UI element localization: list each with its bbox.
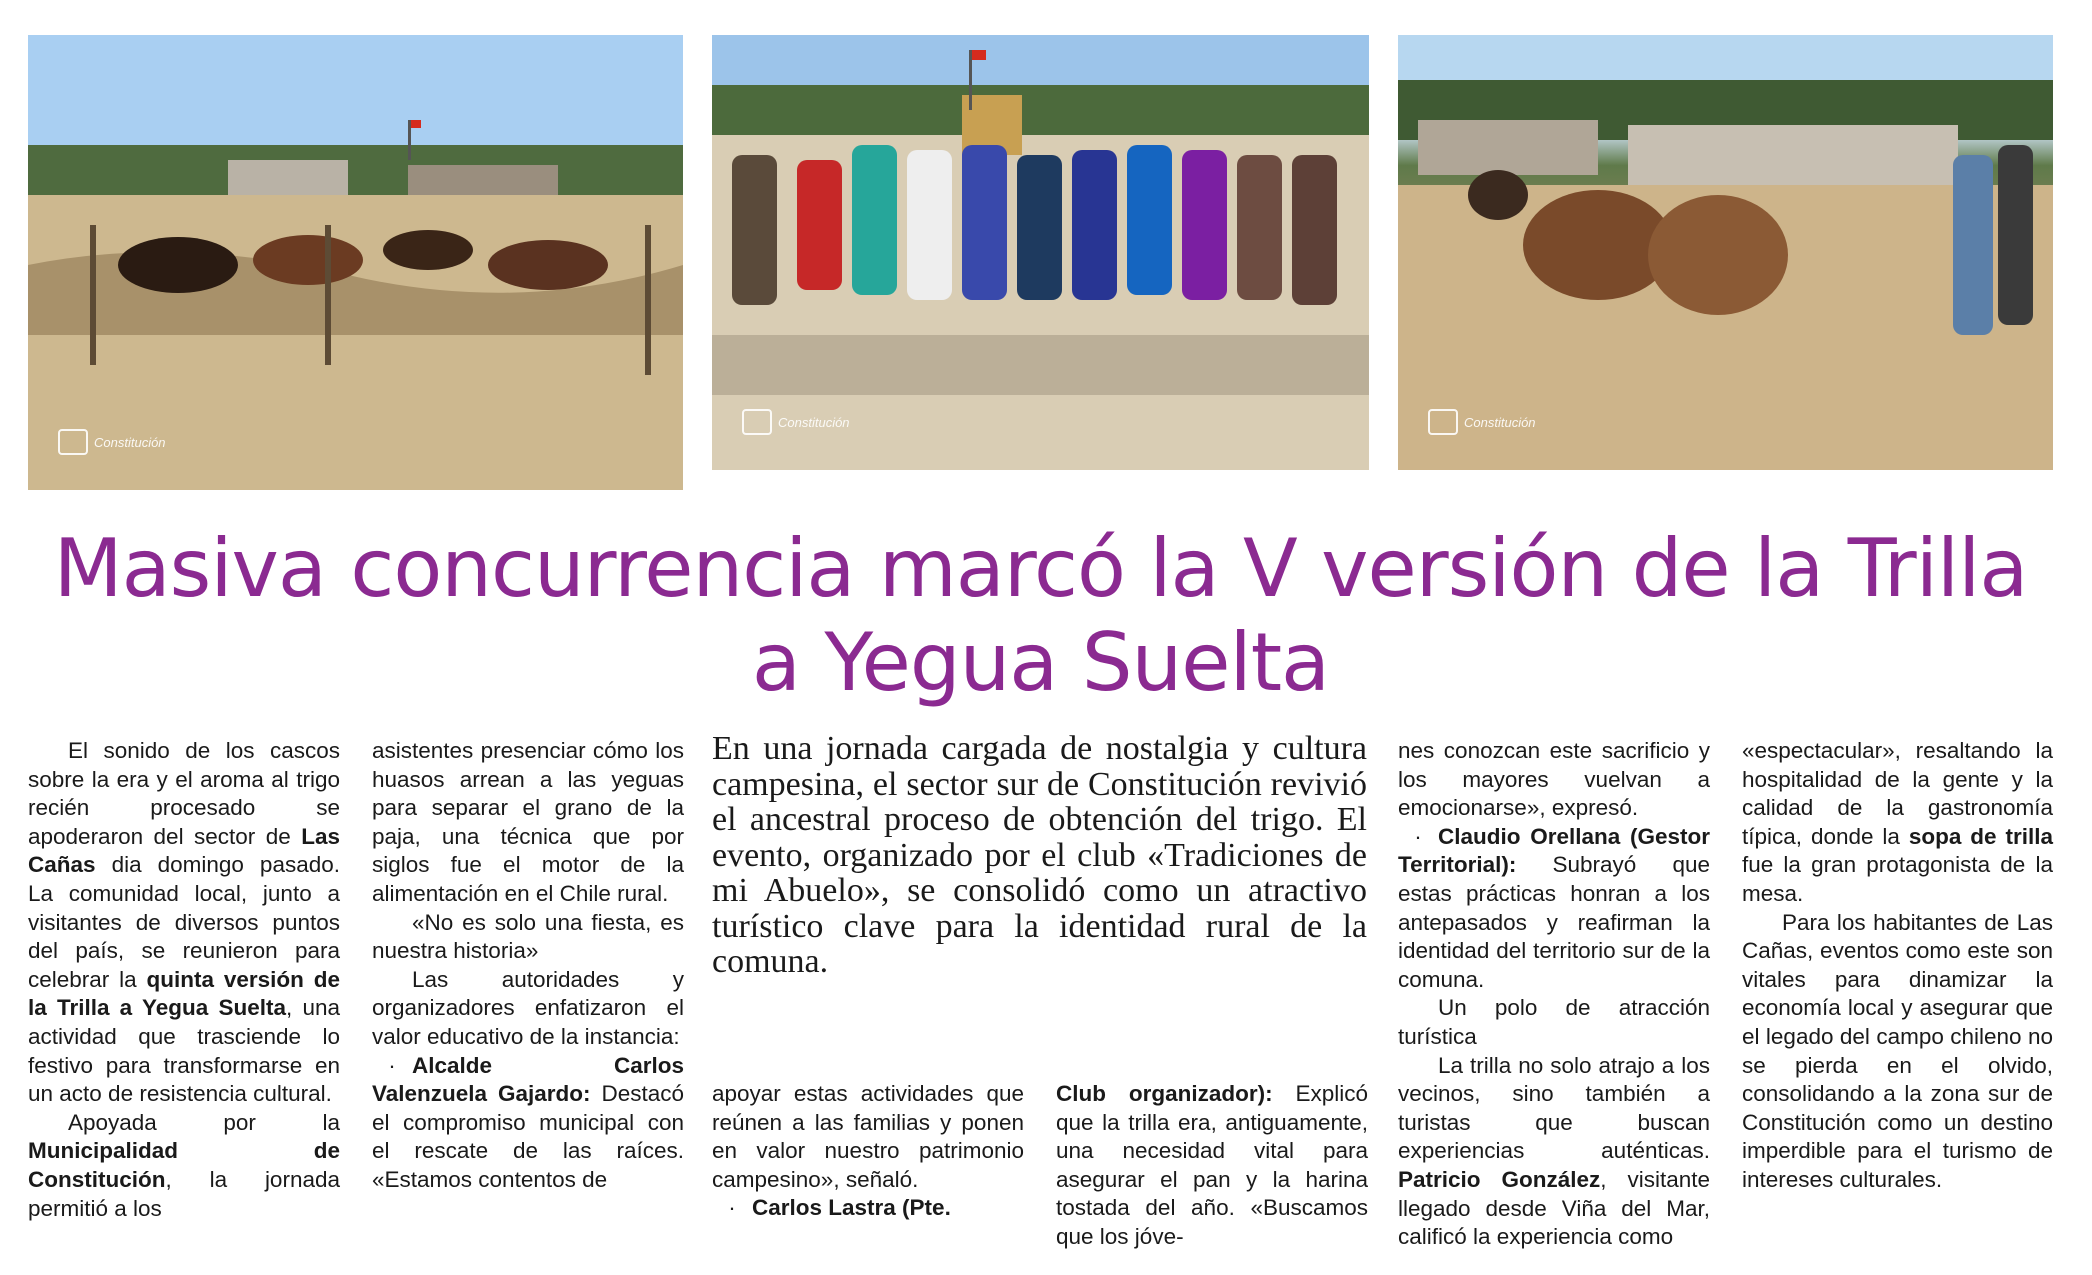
subheading-quote: «No es solo una fiesta, es nuestra historia» <box>372 909 684 964</box>
municipal-logo-icon <box>742 409 772 435</box>
text: , visitante llegado desde Viña del Mar, calificó la experiencia como <box>1398 1166 1710 1250</box>
photo-group-authorities-image <box>712 35 1369 470</box>
photo-horses-running-image <box>28 35 683 490</box>
article-column-4 <box>1056 1080 1368 1252</box>
text: , una actividad que trasciende lo festivo para transformarse en un acto de resistencia cultural. <box>28 995 340 1107</box>
paragraph <box>28 1109 340 1223</box>
article-headline: Masiva concurrencia marcó la V versión de la Trilla a Yegua Suelta <box>53 522 2028 709</box>
article-column-1 <box>28 737 340 1223</box>
paragraph <box>1742 737 2053 909</box>
text: fue la gran protagonista de la mesa. <box>1742 852 2053 906</box>
municipal-logo-icon <box>58 429 88 455</box>
photo-horses-running <box>28 35 683 490</box>
bold-text: Carlos Lastra (Pte. <box>752 1195 951 1221</box>
paragraph <box>1398 1052 1710 1252</box>
bold-text: Claudio Orellana (Gestor Territorial): <box>1398 823 1710 878</box>
bullet-paragraph <box>1398 823 1710 995</box>
text: Apoyada por la <box>68 1109 340 1135</box>
text: Subrayó que estas prácticas honran a los antepasados y reafirman la identidad del territorio sur de la comuna. <box>1398 852 1710 992</box>
article-column-3 <box>712 1080 1024 1223</box>
bullet-dot: · <box>1414 823 1422 849</box>
watermark <box>58 429 166 455</box>
bullet-paragraph <box>372 1052 684 1195</box>
article-column-6 <box>1742 737 2053 1195</box>
watermark-text: Constitución <box>778 414 850 430</box>
paragraph: nes conozcan este sacrificio y los mayores vuelvan a emocionarse», expresó. <box>1398 738 1710 821</box>
bullet-dot: · <box>388 1052 396 1078</box>
photo-horses-closeup <box>1398 35 2053 470</box>
watermark-text: Constitución <box>94 434 166 450</box>
text: Explicó que la trilla era, antiguamente, una necesidad vital para asegurar el pan y la harina tostada del año. «Buscamos que los jóve- <box>1056 1081 1368 1249</box>
paragraph: Las autoridades y organizadores enfatizaron el valor educativo de la instancia: <box>372 966 684 1049</box>
bold-text: Las Cañas <box>28 823 340 878</box>
bold-text: quinta versión de la Trilla a Yegua Suelta <box>28 966 340 1021</box>
paragraph: Para los habitantes de Las Cañas, eventos como este son vitales para dinamizar la economía local y asegurar que el legado del campo chileno no se pierda en el olvido, consolidando a la zona sur de Constitución como un destino imperdible para el turismo de intereses culturales. <box>1742 909 2053 1192</box>
bullet-dot: · <box>728 1195 736 1221</box>
bold-text: Alcalde Carlos Valenzuela Gajardo: <box>372 1052 684 1107</box>
municipal-logo-icon <box>1428 409 1458 435</box>
text: «espectacular», resaltando la hospitalidad de la gente y la calidad de la gastronomía típica, donde la <box>1742 738 2053 849</box>
bullet-paragraph <box>712 1194 1024 1223</box>
bold-text: Club organizador): <box>1056 1081 1273 1106</box>
bold-text: sopa de trilla <box>1908 823 2053 849</box>
watermark-text: Constitución <box>1464 414 1536 430</box>
article-column-5 <box>1398 737 1710 1252</box>
photo-group-authorities <box>712 35 1369 470</box>
text: dia domingo pasado. La comunidad local, junto a visitantes de diversos puntos del país, se reunieron para celebrar la <box>28 852 340 992</box>
paragraph: apoyar estas actividades que reúnen a las familias y ponen en valor nuestro patrimonio campesino», señaló. <box>712 1081 1024 1192</box>
text: El sonido de los cascos sobre la era y el aroma al trigo recién procesado se apoderaron del sector de <box>28 738 340 849</box>
article-lead: En una jornada cargada de nostalgia y cultura campesina, el sector sur de Constitución revivió el ancestral proceso de obtención del trigo. El evento, organizado por el club «Tradiciones de mi Abuelo», se consolidó como un atractivo turístico clave para la identidad rural de la comuna. <box>712 730 1367 980</box>
paragraph <box>1056 1080 1368 1252</box>
paragraph: asistentes presenciar cómo los huasos arrean a las yeguas para separar el grano de la paja, una técnica que por siglos fue el motor de la alimentación en el Chile rural. <box>372 738 684 906</box>
watermark <box>1428 409 1536 435</box>
watermark <box>742 409 850 435</box>
text: , la jornada permitió a los <box>28 1166 340 1221</box>
subheading: Un polo de atracción turística <box>1398 995 1710 1049</box>
article-column-2 <box>372 737 684 1195</box>
photo-horses-closeup-image <box>1398 35 2053 470</box>
bold-text: Patricio González <box>1398 1166 1601 1192</box>
bold-text: Municipalidad de Constitución <box>28 1138 340 1192</box>
paragraph <box>28 737 340 1109</box>
text: La trilla no solo atrajo a los vecinos, sino también a turistas que buscan experiencias auténticas. <box>1398 1052 1710 1164</box>
text: Destacó el compromiso municipal con el rescate de las raíces. «Estamos contentos de <box>372 1081 684 1192</box>
